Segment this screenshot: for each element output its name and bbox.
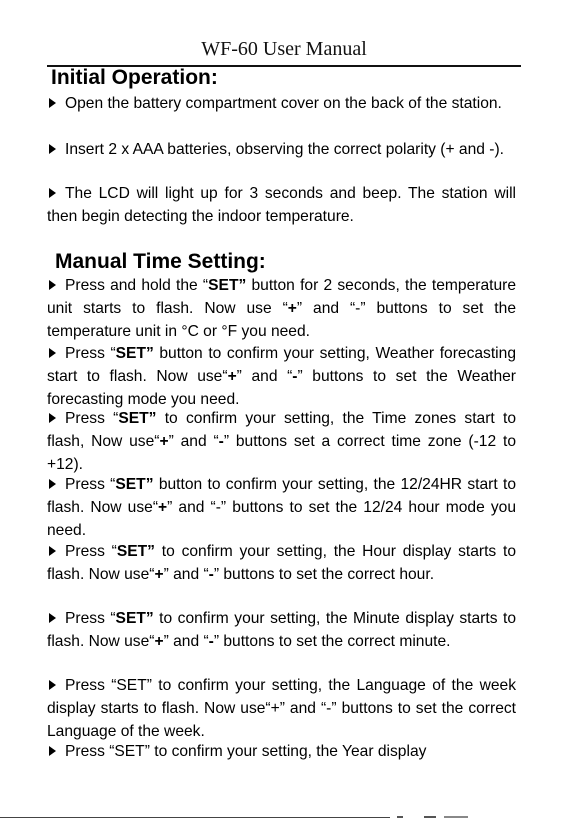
bullet-triangle-icon	[49, 680, 56, 690]
emphasis-text: +	[287, 299, 297, 317]
step-text: ” and “	[163, 565, 209, 583]
bullet-triangle-icon	[49, 613, 56, 623]
bullet-triangle-icon	[49, 98, 56, 108]
step-text: Press “	[65, 410, 119, 427]
step-text: to confirm your setting, the Hour display starts to flash. Now use“	[47, 543, 517, 583]
manual-step-8	[47, 741, 516, 764]
initial-step-2	[47, 139, 516, 162]
manual-step-4	[47, 474, 516, 542]
section-title-initial-operation: Initial Operation:	[51, 66, 218, 89]
step-text: Press “SET” to confirm your setting, the Language of the week display starts to flash. Now use“+” and “-” buttons to set the correct Language of the week.	[47, 677, 516, 740]
step-text: ” buttons to set the correct minute.	[213, 632, 451, 650]
manual-step-2	[47, 343, 516, 411]
emphasis-text: -	[218, 432, 224, 450]
step-text: Press “	[65, 476, 116, 493]
step-text: ” and “	[168, 432, 219, 450]
step-text: button to confirm your setting, Weather forecasting start to flash. Now use“	[47, 345, 516, 385]
step-text: button to confirm your setting, the 12/24HR start to flash. Now use“	[47, 476, 516, 516]
manual-step-5	[47, 541, 516, 587]
step-text: ” buttons to set the Weather forecasting mode you need.	[47, 367, 516, 408]
initial-step-2-text: Insert 2 x AAA batteries, observing the correct polarity (+ and -).	[65, 141, 504, 158]
bullet-triangle-icon	[49, 280, 56, 290]
manual-step-7	[47, 675, 516, 743]
bullet-triangle-icon	[49, 144, 56, 154]
step-text: Press “	[65, 610, 116, 627]
manual-step-6	[47, 608, 516, 654]
step-text: to confirm your setting, the Time zones start to flash, Now use“	[47, 410, 516, 450]
step-text: ” buttons to set the correct hour.	[213, 565, 435, 583]
emphasis-text: SET”	[115, 476, 154, 493]
step-text: Press “	[65, 543, 117, 560]
emphasis-text: +	[159, 432, 169, 450]
emphasis-text: SET”	[118, 410, 157, 427]
bullet-triangle-icon	[49, 479, 56, 489]
step-text: ” and “-” buttons to set the temperature unit in °C or °F you need.	[47, 299, 516, 340]
emphasis-text: +	[154, 632, 164, 650]
footer-mark	[397, 816, 403, 818]
footer-mark	[444, 816, 468, 818]
manual-step-3	[47, 408, 516, 476]
step-text: button for 2 seconds, the temperature unit starts to flash. Now use “	[47, 277, 517, 317]
step-text: ” and “	[236, 367, 293, 385]
bullet-triangle-icon	[49, 413, 56, 423]
emphasis-text: -	[208, 565, 214, 583]
emphasis-text: SET”	[116, 543, 155, 560]
page-header-title: WF-60 User Manual	[201, 38, 367, 60]
initial-step-3	[47, 183, 516, 229]
initial-step-1	[47, 93, 516, 116]
emphasis-text: SET”	[115, 345, 154, 362]
emphasis-text: +	[154, 565, 164, 583]
manual-step-1	[47, 275, 516, 343]
step-text: ” and “-” buttons to set the 12/24 hour mode you need.	[47, 498, 516, 539]
emphasis-text: +	[227, 367, 237, 385]
initial-step-1-text: Open the battery compartment cover on the back of the station.	[65, 95, 502, 112]
step-text: to confirm your setting, the Minute display starts to flash. Now use“	[47, 610, 516, 650]
step-text: Press and hold the “	[65, 277, 209, 294]
bullet-triangle-icon	[49, 546, 56, 556]
step-text: ” buttons set a correct time zone (-12 to +12).	[47, 432, 516, 473]
step-text: Press “SET” to confirm your setting, the Year display	[65, 743, 427, 760]
section-title-manual-time-setting: Manual Time Setting:	[55, 250, 266, 273]
step-text: ” and “	[163, 632, 209, 650]
step-text: Press “	[65, 345, 116, 362]
initial-step-3-text: The LCD will light up for 3 seconds and beep. The station will then begin detecting the indoor temperature.	[47, 185, 516, 225]
emphasis-text: SET”	[115, 610, 154, 627]
emphasis-text: -	[292, 367, 298, 385]
bullet-triangle-icon	[49, 188, 56, 198]
footer-mark	[424, 816, 436, 818]
bullet-triangle-icon	[49, 348, 56, 358]
bullet-triangle-icon	[49, 746, 56, 756]
footer-rule	[0, 817, 390, 818]
emphasis-text: +	[158, 498, 168, 516]
emphasis-text: SET”	[208, 277, 247, 294]
emphasis-text: -	[208, 632, 214, 650]
